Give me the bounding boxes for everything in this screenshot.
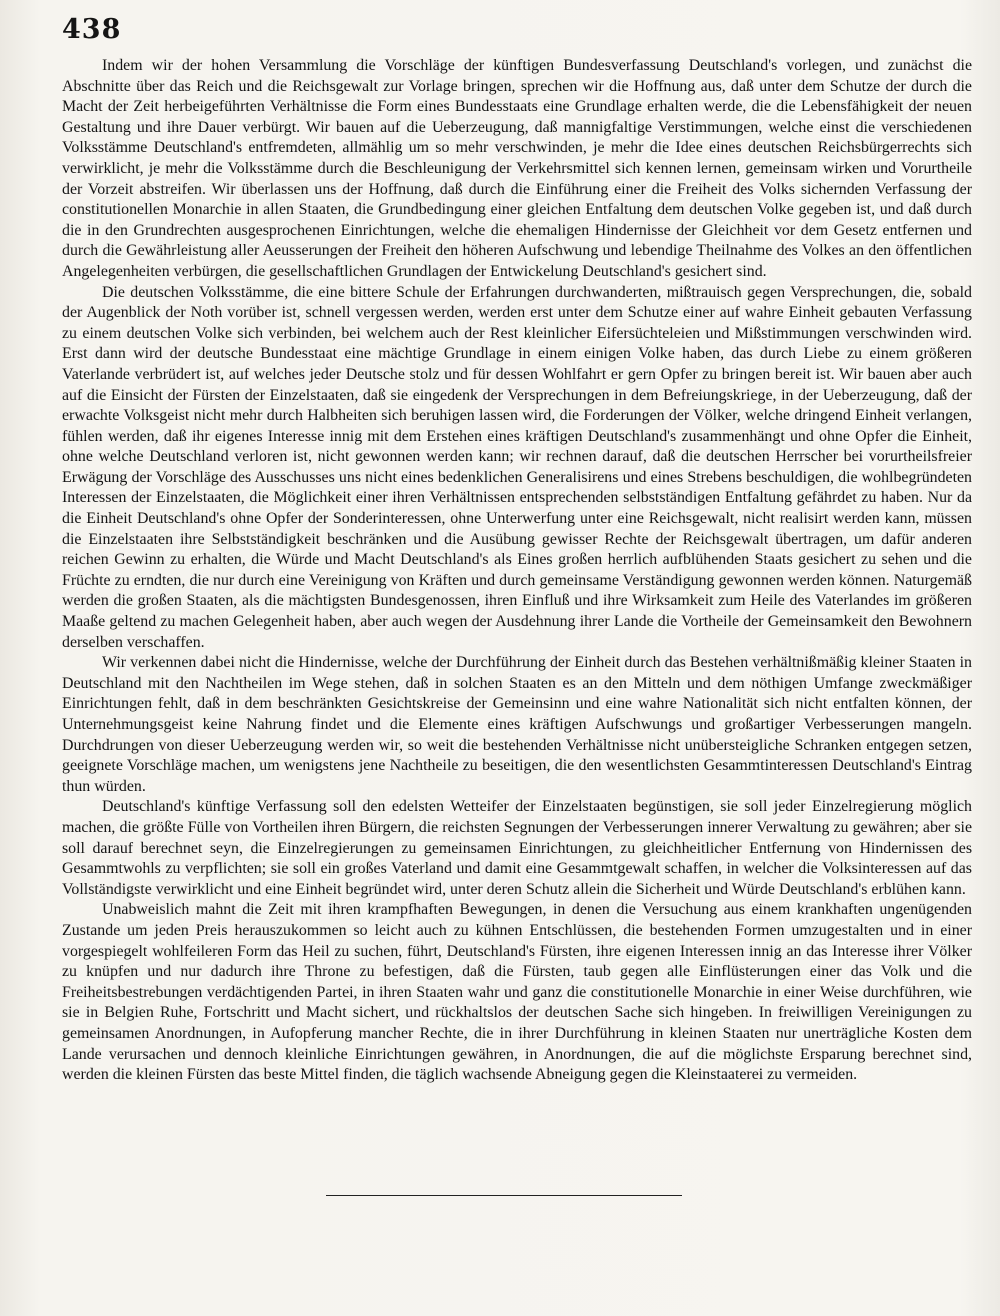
paragraph: Deutschland's künftige Verfassung soll den edelsten Wetteifer der Einzelstaaten begünstigen, sie soll jeder Einzelregierung möglich machen, die größte Fülle von Vortheilen ihren Bürgern, die reichsten Segnungen der Verbesserungen innerer Verwaltung zu gewähren; aber sie soll darauf berechnet seyn, die Einzelregierungen zu gemeinsamen Einrichtungen, zu gleichheitlicher Entfernung von Hindernissen des Gesammtwohls zu verpflichten; sie soll ein großes Vaterland und damit eine Gesammtgewalt schaffen, in welcher die Volksinteressen auf das Vollständigste verwirklicht und eine Einheit begründet wird, unter deren Schutz allein die Sicherheit und Würde Deutschland's erblühen kann.: [62, 798, 972, 898]
paragraph: Die deutschen Volksstämme, die eine bittere Schule der Erfahrungen durchwanderten, mißtrauisch gegen Versprechungen, die, sobald der Augenblick der Noth vorüber ist, schnell vergessen werden, werden erst unter dem Schutze einer auf wahre Einheit gebauten Verfassung zu einem deutschen Volke sich verbinden, bei welchem auch der Rest kleinlicher Eifersüchteleien und Mißstimmungen verschwinden wird. Erst dann wird der deutsche Bundesstaat eine mächtige Grundlage in einem einigen Volke haben, das durch Liebe zu einem größeren Vaterlande verbrüdert ist, auf welches jeder Deutsche stolz und für dessen Wohlfahrt er gern Opfer zu bringen bereit ist. Wir bauen aber auch auf die Einsicht der Fürsten der Einzelstaaten, daß sie eingedenk der Versprechungen in dem Befreiungskriege, in der Ueberzeugung, daß der erwachte Volksgeist nicht mehr durch Halbheiten sich beruhigen lassen wird, die Forderungen der Völker, welche dringend Einheit verlangen, fühlen werden, daß ihr eigenes Interesse innig mit dem Erstehen eines kräftigen Deutschland's zusammenhängt und ohne Opfer die Einheit, ohne welche Deutschland verloren ist, nicht gewonnen werden kann; wir rechnen darauf, daß die deutschen Herrscher bei vorurtheilsfreier Erwägung der Vorschläge des Ausschusses uns nicht eines bedenklichen Generalisirens und eines Strebens beschuldigen, die wohlbegründeten Interessen der Einzelstaaten, die Möglichkeit einer ihren Verhältnissen entsprechenden selbstständigen Entfaltung gefährdet zu haben. Nur da die Einheit Deutschland's ohne Opfer der Sonderinteressen, ohne Unterwerfung unter eine Reichsgewalt, nicht realisirt werden kann, müssen die Einzelstaaten ihre Selbstständigkeit beschränken und die Ausübung gewisser Rechte der Reichsgewalt übertragen, um dafür anderen reichen Gewinn zu erhalten, die Würde und Macht Deutschland's als Eines großen herrlich aufblühenden Staats gesichert zu sehen und die Früchte zu erndten, die nur durch eine Vereinigung von Kräften und durch gemeinsame Verständigung gewonnen werden können. Naturgemäß werden die großen Staaten, als die mächtigsten Bundesgenossen, ihren Einfluß und ihre Wirksamkeit zum Heile des Vaterlandes im größeren Maaße geltend zu machen Gelegenheit haben, aber auch wegen der Ausdehnung ihrer Lande die Vortheile der Gemeinsamkeit den Bewohnern derselben verschaffen.: [62, 283, 972, 651]
paragraph: Unabweislich mahnt die Zeit mit ihren krampfhaften Bewegungen, in denen die Versuchung aus einem krankhaften ungenügenden Zustande um jeden Preis herauszukommen so leicht auch zu kühnen Entschlüssen, die bestehenden Formen umzugestalten und in einer vorgespiegelt wohlfeileren Form das Heil zu suchen, führt, Deutschland's Fürsten, ihre eigenen Interessen innig an das Interesse ihrer Völker zu knüpfen und nur dadurch ihre Throne zu befestigen, daß die Fürsten, taub gegen alle Einflüsterungen einer das Volk und die Freiheitsbestrebungen verdächtigenden Partei, in ihren Staaten wahr und ganz die constitutionelle Monarchie in einer Weise durchführen, wie sie in Belgien Ruhe, Fortschritt und Macht sichert, und rückhaltslos der deutschen Sache sich hingeben. In freiwilligen Vereinigungen zu gemeinsamen Anordnungen, in Aufopferung mancher Rechte, die in ihrer Durchführung in kleinen Staaten nur unerträgliche Kosten dem Lande verursachen und dennoch kleinliche Einrichtungen gewähren, in Anordnungen, die auf die möglichste Ersparung berechnet sind, werden die kleinen Fürsten das beste Mittel finden, die täglich wachsende Abneigung gegen die Kleinstaaterei zu vermeiden.: [62, 901, 972, 1084]
page-number: 438: [62, 14, 122, 45]
paragraph: Indem wir der hohen Versammlung die Vorschläge der künftigen Bundesverfassung Deutschland's vorlegen, und zunächst die Abschnitte über das Reich und die Reichsgewalt zur Vorlage bringen, sprechen wir die Hoffnung aus, daß unter dem Schutze der durch die Macht der Zeit herbeigeführten Verhältnisse die Form eines Bundesstaats eine Grundlage erhalten werde, die die Lebensfähigkeit der neuen Gestaltung und ihre Dauer verbürgt. Wir bauen auf die Ueberzeugung, daß mannigfaltige Verstimmungen, welche einst die verschiedenen Volksstämme Deutschland's entfremdeten, allmählig um so mehr verschwinden, je mehr die Idee eines deutschen Reichsbürgerrechts sich verwirklicht, je mehr die Volksstämme durch die Beschleunigung der Verkehrsmittel sich kennen lernen, gemeinsam wirken und Vorurtheile der Vorzeit abstreifen. Wir überlassen uns der Hoffnung, daß durch die Einführung einer die Freiheit des Volks sichernden Verfassung der constitutionellen Monarchie in allen Staaten, die Grundbedingung einer gleichen Entfaltung dem deutschen Volke gegeben ist, und daß durch die in den Grundrechten ausgesprochenen Einrichtungen, welche die ehemaligen Hindernisse der Gleichheit vor dem Gesetz entfernen und durch die Gewährleistung aller Aeusserungen der Freiheit den höheren Aufschwung und lebendige Theilnahme des Volkes an den öffentlichen Angelegenheiten verbürgen, die gesellschaftlichen Grundlagen der Entwickelung Deutschland's gesichert sind.: [62, 57, 972, 280]
section-divider: [326, 1195, 682, 1196]
paragraph: Wir verkennen dabei nicht die Hindernisse, welche der Durchführung der Einheit durch das Bestehen verhältnißmäßig kleiner Staaten in Deutschland mit den Nachtheilen im Wege stehen, daß in solchen Staaten es an den Mitteln und dem nöthigen Umfange zweckmäßiger Einrichtungen fehlt, daß in dem beschränkten Gesichtskreise der Gemeinsinn und eine wahre Nationalität sich nicht entfalten können, der Unternehmungsgeist keine Nahrung findet und die Elemente eines kräftigen Aufschwungs und großartiger Verbesserungen mangeln. Durchdrungen von dieser Ueberzeugung werden wir, so weit die bestehenden Verhältnisse nicht unübersteigliche Schranken entgegen setzen, geeignete Vorschläge machen, um wenigstens jene Nachtheile zu beseitigen, die den wesentlichsten Gesammtinteressen Deutschland's Eintrag thun würden.: [62, 654, 972, 795]
body-text: [62, 56, 972, 1086]
